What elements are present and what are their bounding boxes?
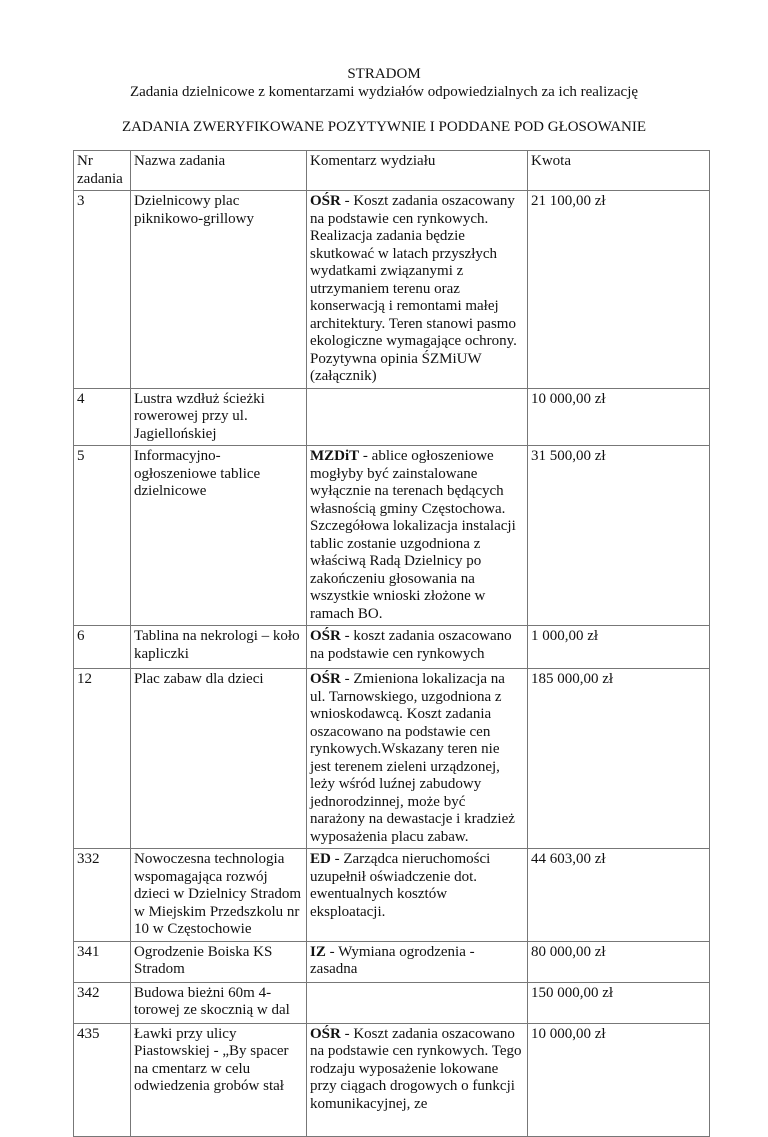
department-code: MZDiT	[310, 448, 360, 464]
comment-text: - Koszt zadania oszacowano na podstawie cen rynkowych. Tego rodzaju wyposażenie lokowane przy ciągach drogowych o funkcji komunikacyjnej, ze	[310, 1025, 522, 1112]
tasks-table	[73, 150, 710, 1137]
task-comment	[307, 191, 528, 389]
department-code: OŚR	[310, 193, 341, 209]
header-comment: Komentarz wydziału	[307, 151, 528, 191]
task-comment	[307, 388, 528, 446]
header-nr: Nr zadania	[74, 151, 131, 191]
task-comment	[307, 982, 528, 1023]
task-amount: 10 000,00 zł	[528, 388, 710, 446]
task-amount: 10 000,00 zł	[528, 1023, 710, 1136]
task-amount: 80 000,00 zł	[528, 941, 710, 982]
document-subtitle: Zadania dzielnicowe z komentarzami wydziałów odpowiedzialnych za ich realizację	[129, 84, 639, 100]
task-amount: 150 000,00 zł	[528, 982, 710, 1023]
comment-text: - koszt zadania oszacowano na podstawie cen rynkowych	[310, 628, 512, 662]
task-number: 12	[74, 669, 131, 849]
task-comment	[307, 669, 528, 849]
comment-text: - Zarządca nieruchomości uzupełnił oświadczenie dot. ewentualnych kosztów eksploatacji.	[310, 851, 491, 920]
table-row	[74, 191, 710, 389]
document-title: STRADOM	[347, 66, 421, 82]
department-code: IZ	[310, 943, 326, 960]
task-name: Budowa bieżni 60m 4-torowej ze skocznią w dal	[131, 982, 307, 1023]
task-comment	[307, 626, 528, 669]
task-name: Lustra wzdłuż ścieżki rowerowej przy ul. Jagiellońskiej	[131, 388, 307, 446]
task-number: 341	[74, 941, 131, 982]
comment-text: - ablice ogłoszeniowe mogłyby być zainstalowane wyłącznie na terenach będących własnością gminy Częstochowa. Szczegółowa lokalizacja instalacji tablic zostanie uzgodniona z właściwą Radą Dzielnicy po zakończeniu głosowania na wszystkie wnioski złożone w ramach BO.	[310, 448, 516, 622]
table-row	[74, 669, 710, 849]
table-row	[74, 941, 710, 982]
task-amount: 21 100,00 zł	[528, 191, 710, 389]
task-name: Informacyjno-ogłoszeniowe tablice dzielnicowe	[131, 446, 307, 626]
task-number: 435	[74, 1023, 131, 1136]
task-name: Tablina na nekrologi – koło kapliczki	[131, 626, 307, 669]
task-comment	[307, 849, 528, 942]
comment-text: - Zmieniona lokalizacja na ul. Tarnowskiego, uzgodniona z wnioskodawcą. Koszt zadania oszacowano na podstawie cen rynkowych.Wskazany teren nie jest terenem zieleni urządzonej, leży wśród luźnej zabudowy jednorodzinnej, może być narażony na dewastacje i kradzież wyposażenia placu zabaw.	[310, 671, 515, 845]
task-number: 3	[74, 191, 131, 389]
header-name: Nazwa zadania	[131, 151, 307, 191]
department-code: OŚR	[310, 1025, 341, 1042]
task-comment	[307, 446, 528, 626]
department-code: ED	[310, 851, 331, 867]
task-name: Ławki przy ulicy Piastowskiej - „By spacer na cmentarz w celu odwiedzenia grobów stał	[131, 1023, 307, 1136]
task-number: 342	[74, 982, 131, 1023]
task-name: Nowoczesna technologia wspomagająca rozwój dzieci w Dzielnicy Stradom w Miejskim Przedszkolu nr 10 w Częstochowie	[131, 849, 307, 942]
department-code: OŚR	[310, 671, 341, 687]
task-number: 4	[74, 388, 131, 446]
task-name: Dzielnicowy plac piknikowo-grillowy	[131, 191, 307, 389]
task-amount: 1 000,00 zł	[528, 626, 710, 669]
task-amount: 31 500,00 zł	[528, 446, 710, 626]
table-row	[74, 849, 710, 942]
task-comment	[307, 1023, 528, 1136]
task-number: 6	[74, 626, 131, 669]
task-amount: 185 000,00 zł	[528, 669, 710, 849]
header-amount: Kwota	[528, 151, 710, 191]
table-row	[74, 982, 710, 1023]
task-number: 332	[74, 849, 131, 942]
department-code: OŚR	[310, 628, 341, 644]
table-header-row	[74, 151, 710, 191]
comment-text: - Koszt zadania oszacowany na podstawie cen rynkowych. Realizacja zadania będzie skutkować w latach przyszłych wydatkami związanymi z utrzymaniem terenu oraz konserwacją i remontami małej architektury. Teren stanowi pasmo ekologiczne wymagające ochrony. Pozytywna opinia ŚZMiUW (załącznik)	[310, 193, 517, 384]
task-number: 5	[74, 446, 131, 626]
table-row	[74, 388, 710, 446]
comment-text: - Wymiana ogrodzenia - zasadna	[310, 943, 475, 977]
table-row	[74, 1023, 710, 1136]
section-heading: ZADANIA ZWERYFIKOWANE POZYTYWNIE I PODDANE POD GŁOSOWANIE	[121, 119, 647, 135]
table-row	[74, 626, 710, 669]
table-row	[74, 446, 710, 626]
task-comment	[307, 941, 528, 982]
task-name: Plac zabaw dla dzieci	[131, 669, 307, 849]
task-name: Ogrodzenie Boiska KS Stradom	[131, 941, 307, 982]
task-amount: 44 603,00 zł	[528, 849, 710, 942]
